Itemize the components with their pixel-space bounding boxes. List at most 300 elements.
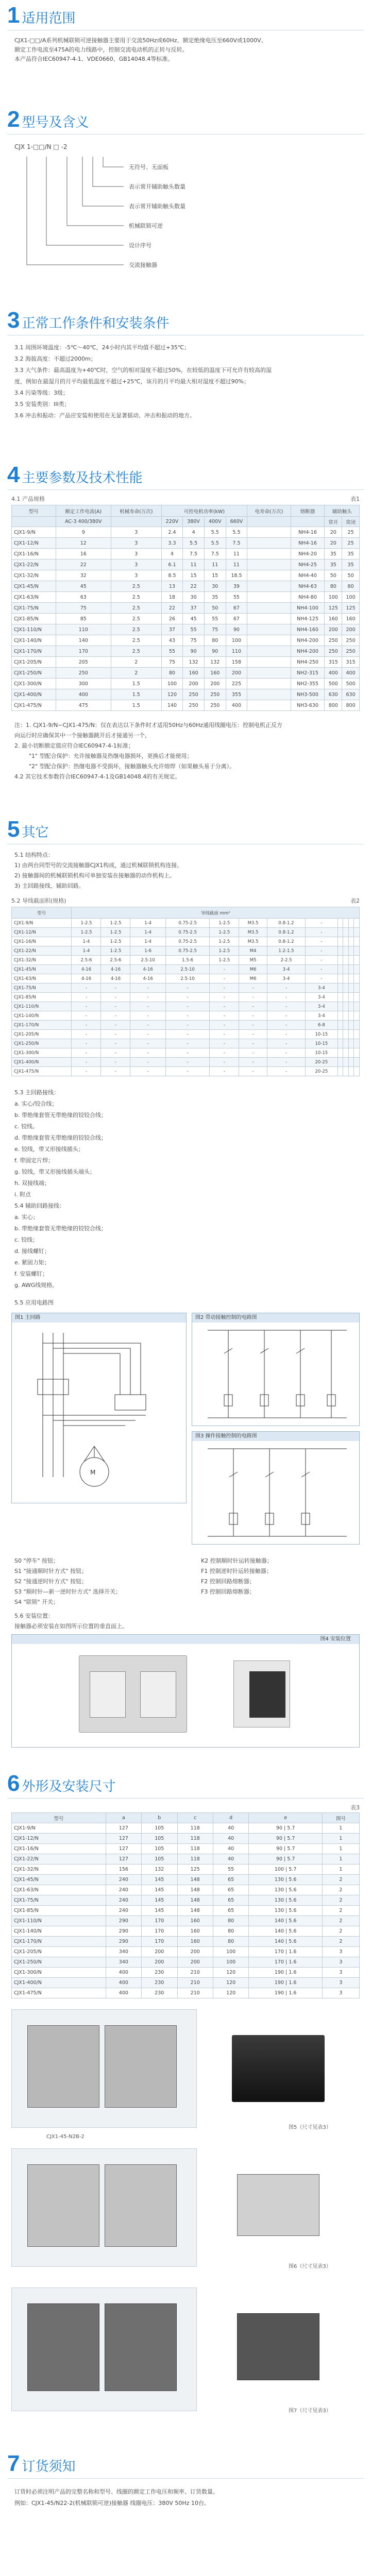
- table-cell: [338, 919, 343, 928]
- model-cell: CJX1-75/N: [12, 984, 72, 993]
- table-cell: 3-4: [306, 984, 338, 993]
- table-cell: 67: [226, 614, 247, 624]
- figure-installation: [11, 1634, 360, 1748]
- model-cell: CJX1-250/N: [12, 668, 56, 679]
- table-cell: NH3-500: [291, 689, 325, 700]
- table-cell: 32: [56, 570, 111, 581]
- structure-line: a. 实心/铰合线；: [14, 1100, 58, 1107]
- table-cell: [247, 592, 291, 603]
- table-cell: 40: [213, 1854, 248, 1865]
- table-cell: 240: [106, 1885, 141, 1895]
- outline-drawing-front: [11, 2148, 197, 2267]
- legend-line: K2 控制顺时针运转接触器；: [201, 1557, 273, 1564]
- table-cell: [247, 581, 291, 592]
- table-cell: 6.1: [161, 560, 183, 570]
- table-row: [12, 937, 360, 946]
- table-cell: 3-4: [306, 1002, 338, 1011]
- table-cell: 75: [161, 657, 183, 668]
- model-cell: CJX1-63/N: [12, 592, 56, 603]
- table-cell: 10-15: [306, 1039, 338, 1048]
- legend-line: S2 "接通逆时针方式" 按钮；: [14, 1578, 88, 1585]
- table-cell: -: [239, 993, 267, 1002]
- table-subheader: 220V: [161, 517, 183, 527]
- table-cell: 37: [161, 624, 183, 635]
- table-cell: 200: [342, 624, 360, 635]
- table-cell: 3: [111, 527, 162, 538]
- table-row: [12, 614, 360, 624]
- legend-line: F1 控制逆时针运转接触器；: [201, 1568, 272, 1574]
- note-line: 注：1. CJX1-9/N~CJX1-475/N：仅在表达以下条件时才适用50Hz与60Hz通用线圈电压：控制电机正反方: [14, 722, 283, 728]
- table-cell: 125: [325, 603, 342, 614]
- table-header: 额定工作电流(A): [56, 505, 111, 517]
- table-cell: 1: [322, 1834, 359, 1844]
- table-cell: 120: [213, 1978, 248, 1988]
- table-row: [12, 1906, 360, 1916]
- table-cell: 250: [342, 646, 360, 657]
- table-header: 导线截面 mm²: [72, 907, 360, 919]
- table-cell: [247, 538, 291, 549]
- table-cell: -: [72, 1030, 101, 1039]
- table-cell: 3: [111, 549, 162, 560]
- table-cell: [247, 603, 291, 614]
- table-cell: 1-2.5: [101, 919, 130, 928]
- circuit-label: 5.5 应用电路图: [14, 1299, 54, 1306]
- model-cell: CJX1-110/N: [12, 1002, 72, 1011]
- table-cell: 50: [342, 570, 360, 581]
- note-line: "2" 型配合保护：热继电器不受损坏，接触器触头允许熔焊（如果触头易于分离）。: [29, 763, 235, 770]
- table-cell: 65: [213, 1875, 248, 1885]
- table-cell: -: [72, 993, 101, 1002]
- table-cell: 80: [325, 581, 342, 592]
- table-cell: -: [130, 1048, 165, 1058]
- table-cell: 118: [177, 1854, 213, 1865]
- model-cell: CJX1-250/N: [12, 1039, 72, 1048]
- table-cell: 4-16: [72, 965, 101, 974]
- table-row: [12, 560, 360, 570]
- table-cell: 118: [177, 1844, 213, 1854]
- figure-control-circuit-b: [192, 1431, 360, 1545]
- table-cell: [247, 570, 291, 581]
- table-cell: NH4-80: [291, 592, 325, 603]
- table-cell: 2: [322, 1895, 359, 1906]
- table-cell: 170 | 1.6: [249, 1947, 323, 1957]
- table-cell: [247, 700, 291, 711]
- table-cell: NH4-25: [291, 560, 325, 570]
- table-cell: 3-4: [306, 1011, 338, 1021]
- table-cell: -: [267, 1039, 305, 1048]
- order-text: [14, 2486, 360, 2509]
- structure-line: i. 附点: [14, 1191, 31, 1198]
- table-cell: [343, 937, 349, 946]
- model-cell: CJX1-110/N: [12, 624, 56, 635]
- table-row: [12, 946, 360, 956]
- table-cell: 10-15: [306, 1048, 338, 1058]
- table-cell: -: [72, 1048, 101, 1058]
- table-subheader: 常闭: [342, 517, 360, 527]
- table-cell: NH4-200: [291, 635, 325, 646]
- table-cell: [338, 1039, 343, 1048]
- table-subheader: [291, 517, 325, 527]
- table-cell: 140: [161, 700, 183, 711]
- table-cell: 85: [56, 614, 111, 624]
- structure-line: 5.4 辅助回路接线：: [14, 1202, 65, 1209]
- section-number: 6: [7, 1771, 20, 1796]
- table-cell: [348, 1048, 354, 1058]
- table-cell: 210: [177, 1978, 213, 1988]
- table-cell: [348, 974, 354, 984]
- figure-caption: [192, 1432, 359, 1441]
- model-cell: CJX1-475/N: [12, 1067, 72, 1076]
- table-cell: 90 | 5.7: [249, 1854, 323, 1865]
- table-cell: -: [165, 1011, 210, 1021]
- table-cell: 148: [177, 1906, 213, 1916]
- table-cell: 140 | 5.6: [249, 1926, 323, 1937]
- condition-line: 3.1 周围环境温度：-5℃～40℃，24小时内其平均值不超过+35℃；: [14, 344, 190, 351]
- table-cell: -: [130, 1067, 165, 1076]
- table-cell: 160: [342, 614, 360, 624]
- table-cell: 1.5: [111, 689, 162, 700]
- table-row: [12, 1048, 360, 1058]
- table-cell: 160: [177, 1926, 213, 1937]
- model-cell: CJX1-300/N: [12, 1048, 72, 1058]
- table-cell: 43: [161, 635, 183, 646]
- table-row: [12, 1030, 360, 1039]
- structure-line: g. AWG线规格。: [14, 1282, 58, 1289]
- table-cell: 25: [342, 538, 360, 549]
- table-cell: 0.75-2.5: [165, 937, 210, 946]
- table-cell: 80: [213, 1926, 248, 1937]
- table-cell: -: [210, 984, 239, 993]
- table-cell: [343, 956, 349, 965]
- table-cell: 230: [142, 1988, 177, 1998]
- model-cell: CJX1-16/N: [12, 549, 56, 560]
- table-subheader: [247, 517, 291, 527]
- table-cell: 37: [183, 603, 205, 614]
- contactor-outline: [27, 2164, 99, 2247]
- table-cell: M6: [239, 965, 267, 974]
- circuit-legend-left: [14, 1556, 180, 1607]
- table-cell: 125: [342, 603, 360, 614]
- table-header: 辅助触头: [325, 505, 360, 517]
- table1-caption: [11, 495, 360, 503]
- contactor-side-view: [249, 1671, 285, 1718]
- table-cell: [354, 965, 360, 974]
- table-cell: [343, 1058, 349, 1067]
- table-cell: 2.5-6: [72, 956, 101, 965]
- table3-tag: 表3: [350, 1804, 360, 1811]
- table-row: [12, 1834, 360, 1844]
- table-cell: 9: [56, 527, 111, 538]
- table-row: [12, 1957, 360, 1968]
- table-cell: [348, 919, 354, 928]
- table-row: [12, 646, 360, 657]
- table-cell: 160: [204, 668, 226, 679]
- table-row: [12, 668, 360, 679]
- section-number: 4: [7, 462, 20, 487]
- table-cell: [343, 928, 349, 937]
- table-row: [12, 700, 360, 711]
- table-header: 电寿命(万次): [247, 505, 291, 517]
- table-cell: -: [165, 984, 210, 993]
- model-cell: CJX1-45/N: [12, 581, 56, 592]
- table-cell: [247, 668, 291, 679]
- condition-line: 3.3 大气条件：最高温度为+40℃时，空气的相对湿度不超过50%，在较低的温度下可允许有较高的湿: [14, 367, 272, 374]
- table-cell: NH4-40: [291, 570, 325, 581]
- table-cell: 75: [56, 603, 111, 614]
- table-cell: 50: [204, 603, 226, 614]
- table-cell: [343, 974, 349, 984]
- model-cell: CJX1-205/N: [12, 1947, 106, 1957]
- fig3-title: 图3 操作接触控制的电路图: [195, 1433, 257, 1439]
- table-row: [12, 1947, 360, 1957]
- table-cell: NH2-315: [291, 668, 325, 679]
- contactor-block: [140, 1671, 176, 1718]
- table-cell: [354, 928, 360, 937]
- table-cell: 240: [106, 1875, 141, 1885]
- structure-line: c. 铰线；: [14, 1236, 39, 1243]
- table-cell: 200: [142, 1957, 177, 1968]
- table-cell: [343, 1011, 349, 1021]
- table-cell: M3.5: [239, 928, 267, 937]
- table-cell: 2.5-6: [101, 956, 130, 965]
- table-row: [12, 974, 360, 984]
- outline-drawing-front: [11, 2287, 197, 2411]
- legend-line: F3 控制回路熔断器；: [201, 1588, 255, 1595]
- table-cell: 630: [342, 689, 360, 700]
- table-cell: [338, 1030, 343, 1039]
- table-cell: 55: [161, 646, 183, 657]
- table-cell: 67: [226, 603, 247, 614]
- table-cell: NH4-16: [291, 527, 325, 538]
- table-cell: 3: [111, 570, 162, 581]
- table-cell: [348, 937, 354, 946]
- table-cell: 300: [56, 679, 111, 689]
- table-cell: 7.5: [183, 549, 205, 560]
- table-cell: [354, 946, 360, 956]
- table2-tag: 表2: [350, 897, 360, 904]
- table-cell: 100: [213, 1947, 248, 1957]
- table-row: [12, 1058, 360, 1067]
- table-cell: 250: [56, 668, 111, 679]
- table-cell: -: [306, 974, 338, 984]
- table-cell: -: [101, 1030, 130, 1039]
- structure-line: c. 铰线。: [14, 1123, 39, 1130]
- section-number: 5: [7, 817, 20, 842]
- table-cell: 20: [325, 527, 342, 538]
- model-cell: CJX1-140/N: [12, 1011, 72, 1021]
- fig4-title: 图4 安装位置: [320, 1636, 351, 1642]
- table-cell: 18.5: [226, 570, 247, 581]
- section-title: 外形及安装尺寸: [22, 1779, 116, 1794]
- table-cell: NH4-200: [291, 646, 325, 657]
- table-row: [12, 1916, 360, 1926]
- table-cell: [354, 1039, 360, 1048]
- table-header-row: [12, 1813, 360, 1823]
- conditions-list: [14, 342, 360, 421]
- table-cell: 500: [342, 679, 360, 689]
- table-cell: 1-2.5: [210, 919, 239, 928]
- table-cell: 158: [226, 657, 247, 668]
- model-cell: CJX1-85/N: [12, 993, 72, 1002]
- table-cell: -: [101, 1058, 130, 1067]
- table-cell: 22: [161, 603, 183, 614]
- table-cell: 2: [322, 1916, 359, 1926]
- table-cell: [354, 1030, 360, 1039]
- model-cell: CJX1-9/N: [12, 1823, 106, 1834]
- table-cell: [348, 928, 354, 937]
- table-cell: 7.5: [226, 538, 247, 549]
- model-cell: CJX1-12/N: [12, 1834, 106, 1844]
- table-cell: [247, 624, 291, 635]
- structure-line: e. 铰线，带又形接线插头；: [14, 1146, 84, 1153]
- table-cell: 90 | 5.7: [249, 1823, 323, 1834]
- table-cell: 132: [142, 1865, 177, 1875]
- table-cell: -: [101, 1011, 130, 1021]
- main-circuit-diagram: [12, 1323, 186, 1503]
- table-header-row: [12, 505, 360, 517]
- table-cell: 1: [322, 1865, 359, 1875]
- model-cell: CJX1-170/N: [12, 646, 56, 657]
- note-line: "1" 型配合保护：允许接触器及热继电器损坏，更换后才能使用；: [29, 753, 193, 759]
- table-cell: 2: [111, 668, 162, 679]
- table-cell: 1-6: [130, 946, 165, 956]
- table-cell: 5.5: [226, 527, 247, 538]
- fig7-caption: 图7（尺寸见表3）: [289, 2408, 331, 2414]
- model-cell: CJX1-140/N: [12, 1926, 106, 1937]
- table-cell: [338, 946, 343, 956]
- table-cell: -: [165, 1067, 210, 1076]
- table-cell: 230: [142, 1978, 177, 1988]
- note-line: 2. 最小切断额定值应符合IEC60947-4-1标准；: [14, 742, 134, 749]
- table-cell: 63: [56, 592, 111, 603]
- table-cell: [343, 984, 349, 993]
- table-cell: 205: [56, 657, 111, 668]
- table-cell: 145: [142, 1895, 177, 1906]
- table-row: [12, 689, 360, 700]
- table-cell: 400: [56, 689, 111, 700]
- table-cell: 25: [342, 527, 360, 538]
- model-cell: CJX1-45/N: [12, 965, 72, 974]
- table-cell: 340: [106, 1947, 141, 1957]
- contactor-outline: [105, 2303, 177, 2391]
- section-title: 型号及含义: [22, 115, 89, 130]
- table-cell: 3-4: [267, 965, 305, 974]
- table-cell: 2: [322, 1937, 359, 1947]
- model-item: 表示常开辅助触头数量: [129, 183, 185, 190]
- table-cell: 65: [213, 1906, 248, 1916]
- structure-line: a. 实心；: [14, 1214, 39, 1221]
- table-cell: 55: [204, 614, 226, 624]
- notes-block: [14, 720, 360, 782]
- table-cell: [354, 984, 360, 993]
- table-cell: 250: [325, 646, 342, 657]
- table-cell: 1-2.5: [210, 928, 239, 937]
- table-cell: -: [101, 1048, 130, 1058]
- table-cell: 120: [213, 1968, 248, 1978]
- table-cell: [354, 1048, 360, 1058]
- table-cell: 80: [204, 635, 226, 646]
- legend-line: S4 "联锁" 开关；: [14, 1599, 59, 1605]
- table-cell: [247, 646, 291, 657]
- table-cell: 4: [183, 527, 205, 538]
- table-cell: -: [210, 974, 239, 984]
- model-cell: CJX1-85/N: [12, 614, 56, 624]
- contactor-side-outline: [237, 2174, 319, 2236]
- table-row: [12, 1067, 360, 1076]
- structure-list: [14, 1087, 360, 1291]
- legend-line: S0 "停车" 按钮；: [14, 1557, 59, 1564]
- contactor-front-view: [79, 1655, 187, 1733]
- table-cell: 127: [106, 1823, 141, 1834]
- table-cell: 0.8-1.2: [267, 937, 305, 946]
- model-cell: CJX1-32/N: [12, 1865, 106, 1875]
- table-cell: -: [267, 1030, 305, 1039]
- table-cell: 1-2.5: [101, 937, 130, 946]
- table-cell: 2: [322, 1906, 359, 1916]
- contactor-side-outline: [237, 2313, 319, 2380]
- table-cell: 250: [325, 635, 342, 646]
- table-cell: [348, 993, 354, 1002]
- table-cell: -: [210, 1067, 239, 1076]
- table-cell: -: [267, 984, 305, 993]
- table-cell: -: [165, 1030, 210, 1039]
- legend-line: S3 "顺时针—新一逆时针方式" 选择开关；: [14, 1588, 122, 1595]
- table-cell: 2-2.5: [267, 956, 305, 965]
- table-cell: NH4-100: [291, 603, 325, 614]
- table-cell: 130 | 5.6: [249, 1885, 323, 1895]
- table-cell: 2.5: [111, 635, 162, 646]
- fig1-title: 图1 主回路: [15, 1315, 41, 1320]
- table-cell: [247, 657, 291, 668]
- table-cell: 800: [342, 700, 360, 711]
- condition-line: 3.4 污染等级：3级；: [14, 389, 69, 396]
- table-cell: [354, 937, 360, 946]
- table-cell: -: [165, 1021, 210, 1030]
- table-cell: [338, 1021, 343, 1030]
- section-divider: [7, 489, 364, 490]
- table-cell: 340: [106, 1957, 141, 1968]
- table-header: 图号: [322, 1813, 359, 1823]
- table-cell: 3: [111, 538, 162, 549]
- table-cell: -: [210, 1058, 239, 1067]
- structure-line: e. 紧固力矩；: [14, 1259, 50, 1266]
- table-cell: 148: [177, 1875, 213, 1885]
- figure-main-circuit: [11, 1313, 187, 1503]
- dimension-table: [11, 1812, 360, 1998]
- table-header: c: [177, 1813, 213, 1823]
- table-cell: 127: [106, 1834, 141, 1844]
- table-cell: 4-16: [72, 974, 101, 984]
- contactor-outline: [27, 2025, 99, 2108]
- table-cell: 35: [342, 560, 360, 570]
- table-cell: 148: [177, 1895, 213, 1906]
- table-cell: -: [101, 1002, 130, 1011]
- table-cell: [338, 1067, 343, 1076]
- table-cell: -: [101, 984, 130, 993]
- table-cell: 2.5: [111, 592, 162, 603]
- table-row: [12, 592, 360, 603]
- table-cell: 145: [142, 1906, 177, 1916]
- table-cell: 1-4: [130, 919, 165, 928]
- table-row: [12, 1844, 360, 1854]
- model-cell: CJX1-32/N: [12, 956, 72, 965]
- table-cell: 130 | 5.6: [249, 1906, 323, 1916]
- table-cell: 80: [213, 1916, 248, 1926]
- table-cell: 40: [213, 1823, 248, 1834]
- table-cell: 118: [177, 1823, 213, 1834]
- table-header: e: [249, 1813, 323, 1823]
- table-cell: 12: [56, 538, 111, 549]
